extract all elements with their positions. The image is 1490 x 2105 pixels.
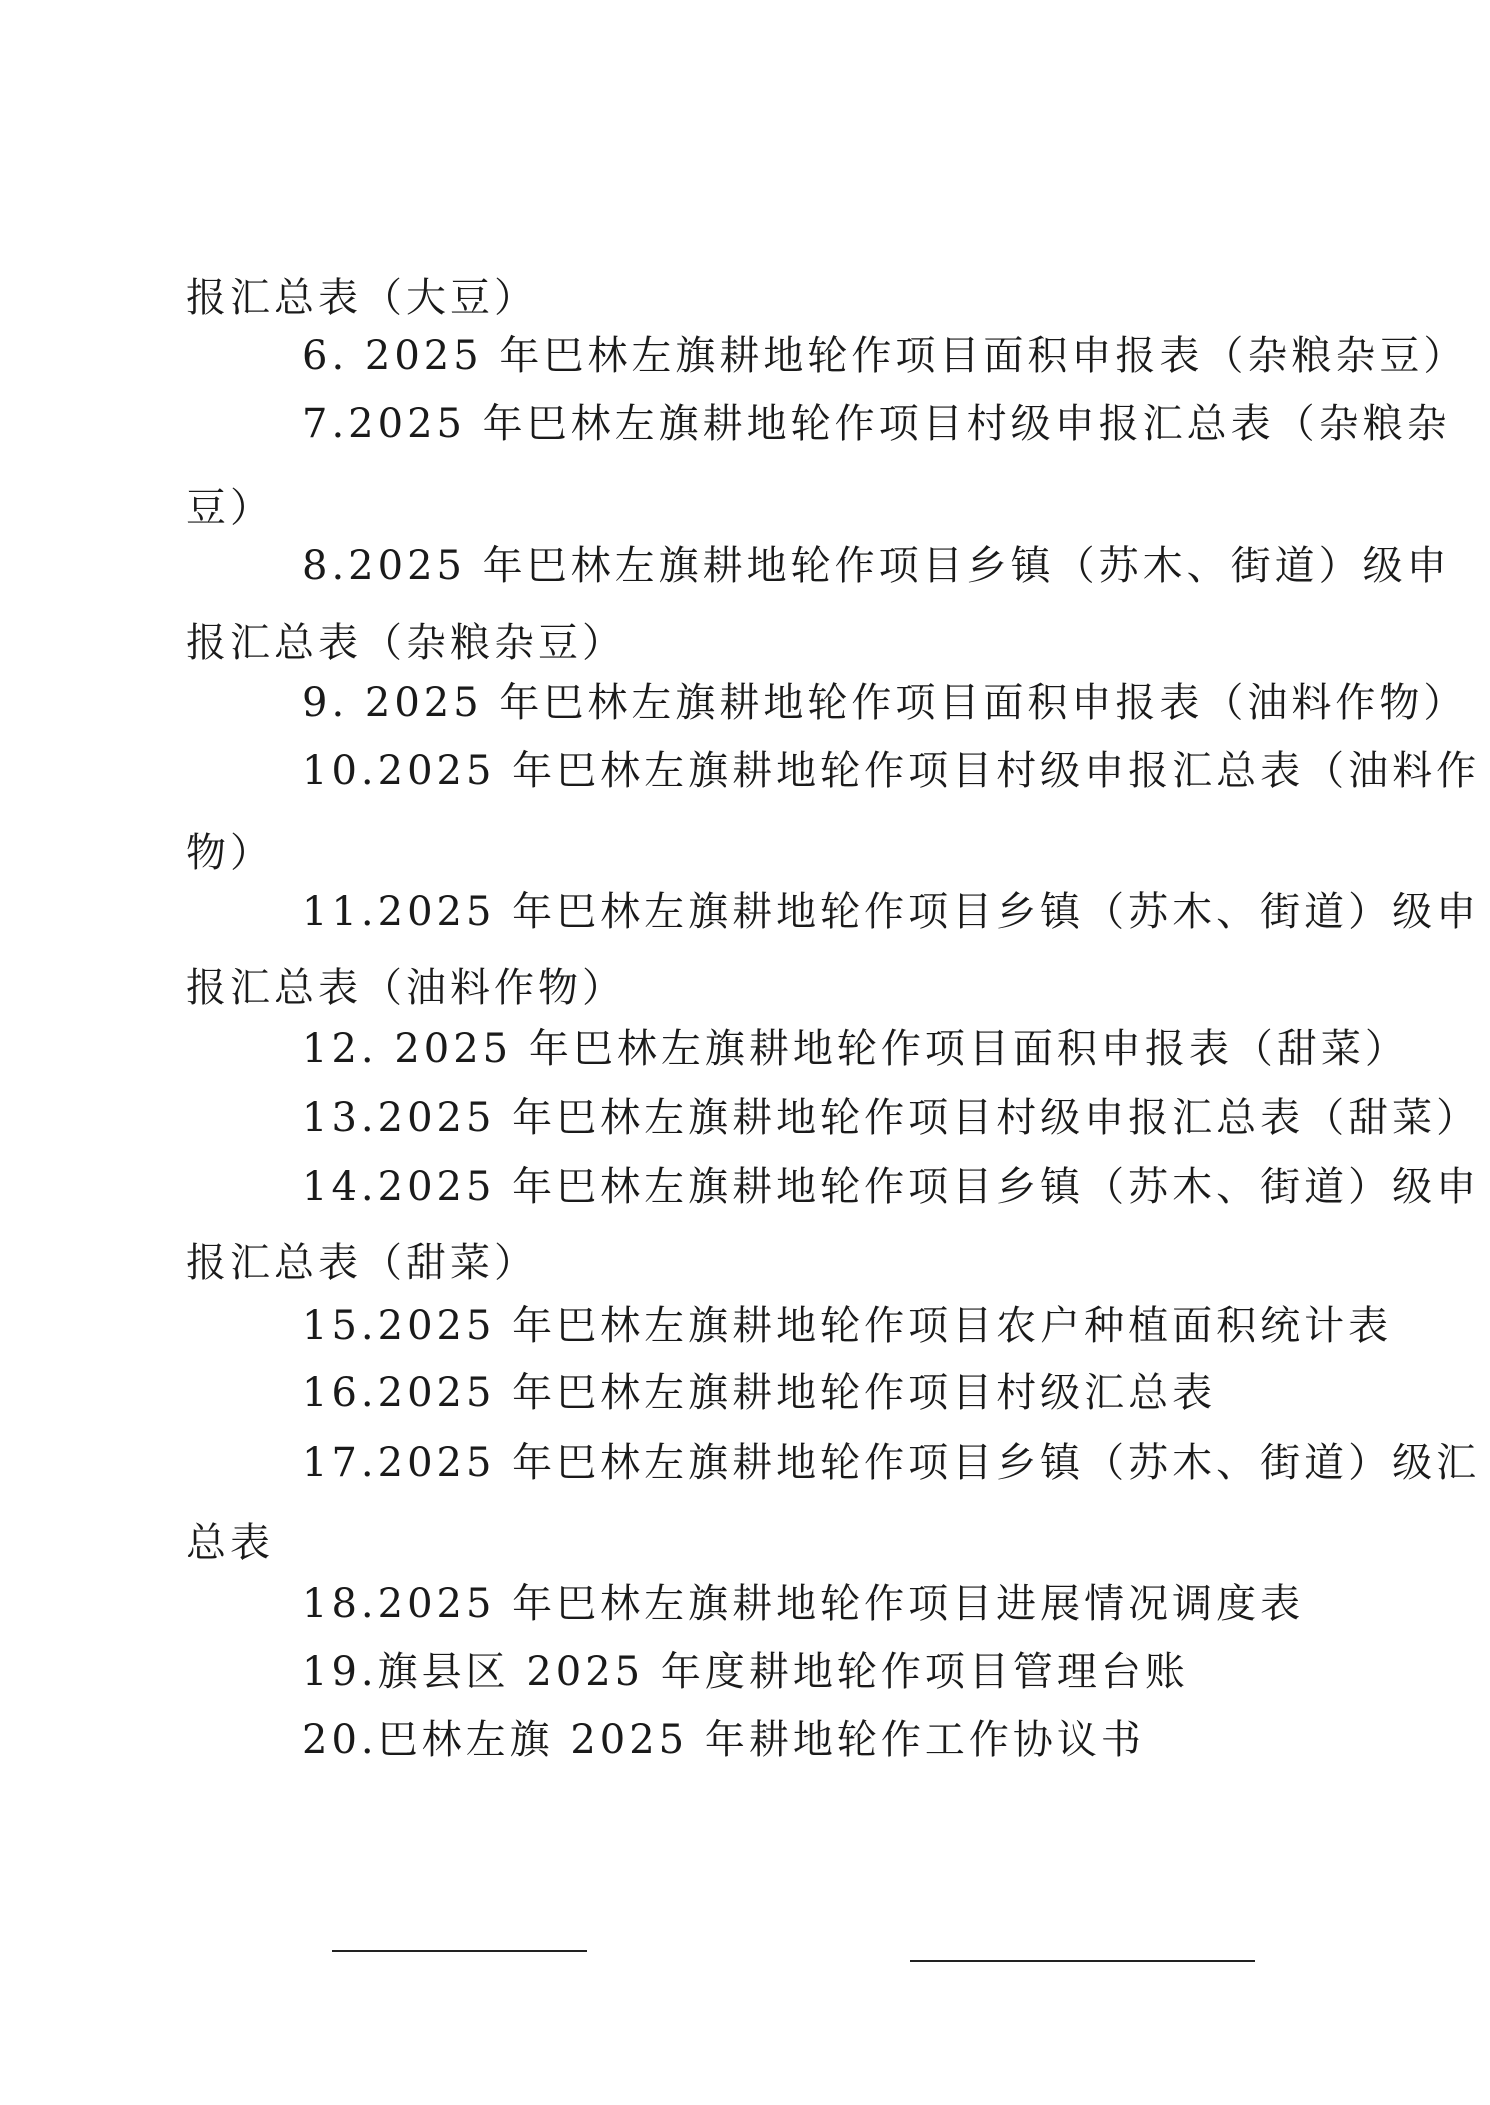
footer-rule-left [332, 1950, 587, 1952]
list-item-6: 6. 2025 年巴林左旗耕地轮作项目面积申报表（杂粮杂豆） [302, 333, 1468, 379]
list-item-12: 12. 2025 年巴林左旗耕地轮作项目面积申报表（甜菜） [302, 1026, 1409, 1072]
list-item-14-continued: 报汇总表（甜菜） [186, 1240, 538, 1286]
list-item-10-continued: 物） [186, 830, 274, 876]
list-item-11: 11.2025 年巴林左旗耕地轮作项目乡镇（苏木、街道）级申 [302, 889, 1481, 935]
list-item-14: 14.2025 年巴林左旗耕地轮作项目乡镇（苏木、街道）级申 [302, 1164, 1481, 1210]
list-item-7-continued: 豆） [186, 485, 274, 531]
list-item-11-continued: 报汇总表（油料作物） [186, 965, 626, 1011]
list-item-19: 19.旗县区 2025 年度耕地轮作项目管理台账 [302, 1649, 1189, 1695]
list-item-15: 15.2025 年巴林左旗耕地轮作项目农户种植面积统计表 [302, 1303, 1393, 1349]
list-line-5-continued: 报汇总表（大豆） [186, 275, 538, 321]
list-item-16: 16.2025 年巴林左旗耕地轮作项目村级汇总表 [302, 1370, 1217, 1416]
list-item-8-continued: 报汇总表（杂粮杂豆） [186, 620, 626, 666]
list-item-18: 18.2025 年巴林左旗耕地轮作项目进展情况调度表 [302, 1581, 1305, 1627]
list-item-13: 13.2025 年巴林左旗耕地轮作项目村级申报汇总表（甜菜） [302, 1095, 1481, 1141]
list-item-8: 8.2025 年巴林左旗耕地轮作项目乡镇（苏木、街道）级申 [302, 543, 1451, 589]
list-item-7: 7.2025 年巴林左旗耕地轮作项目村级申报汇总表（杂粮杂 [302, 401, 1451, 447]
list-item-17: 17.2025 年巴林左旗耕地轮作项目乡镇（苏木、街道）级汇 [302, 1440, 1481, 1486]
list-item-20: 20.巴林左旗 2025 年耕地轮作工作协议书 [302, 1717, 1145, 1763]
list-item-9: 9. 2025 年巴林左旗耕地轮作项目面积申报表（油料作物） [302, 680, 1468, 726]
list-item-17-continued: 总表 [186, 1520, 274, 1566]
list-item-10: 10.2025 年巴林左旗耕地轮作项目村级申报汇总表（油料作 [302, 748, 1481, 794]
footer-rule-right [910, 1960, 1255, 1962]
